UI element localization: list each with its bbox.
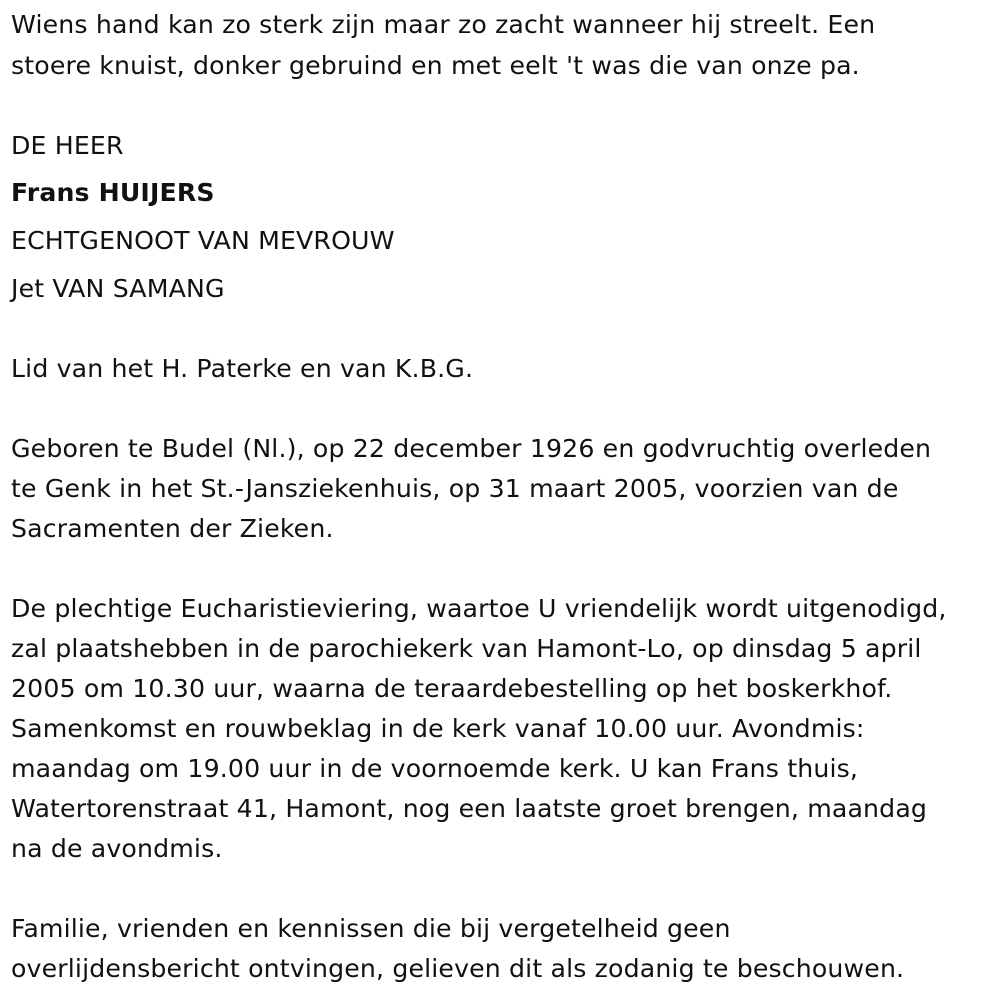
closing-line: overlijdensbericht ontvingen, gelieven dit als zodanig te beschouwen.: [11, 954, 905, 983]
ceremony-line: na de avondmis.: [11, 834, 223, 863]
ceremony-line: zal plaatshebben in de parochiekerk van Hamont-Lo, op dinsdag 5 april: [11, 634, 922, 663]
poem-line: Wiens hand kan zo sterk zijn maar zo zacht wanneer hij streelt. Een: [11, 10, 876, 39]
ceremony-line: Samenkomst en rouwbeklag in de kerk vanaf 10.00 uur. Avondmis:: [11, 714, 865, 743]
ceremony-line: De plechtige Eucharistieviering, waartoe U vriendelijk wordt uitgenodigd,: [11, 594, 947, 623]
honorific-title: DE HEER: [11, 131, 124, 160]
spouse-name: Jet VAN SAMANG: [11, 274, 225, 303]
closing-line: Familie, vrienden en kennissen die bij vergetelheid geen: [11, 914, 731, 943]
membership-line: Lid van het H. Paterke en van K.B.G.: [11, 354, 474, 383]
birth-death-line: Geboren te Budel (Nl.), op 22 december 1926 en godvruchtig overleden: [11, 434, 932, 463]
birth-death-line: te Genk in het St.-Jansziekenhuis, op 31 maart 2005, voorzien van de: [11, 474, 899, 503]
spouse-label: ECHTGENOOT VAN MEVROUW: [11, 226, 395, 255]
ceremony-line: 2005 om 10.30 uur, waarna de teraardebestelling op het boskerkhof.: [11, 674, 893, 703]
birth-death-line: Sacramenten der Zieken.: [11, 514, 334, 543]
poem-line: stoere knuist, donker gebruind en met eelt 't was die van onze pa.: [11, 51, 860, 80]
ceremony-line: Watertorenstraat 41, Hamont, nog een laatste groet brengen, maandag: [11, 794, 928, 823]
ceremony-line: maandag om 19.00 uur in de voornoemde kerk. U kan Frans thuis,: [11, 754, 859, 783]
deceased-name: Frans HUIJERS: [11, 178, 215, 207]
